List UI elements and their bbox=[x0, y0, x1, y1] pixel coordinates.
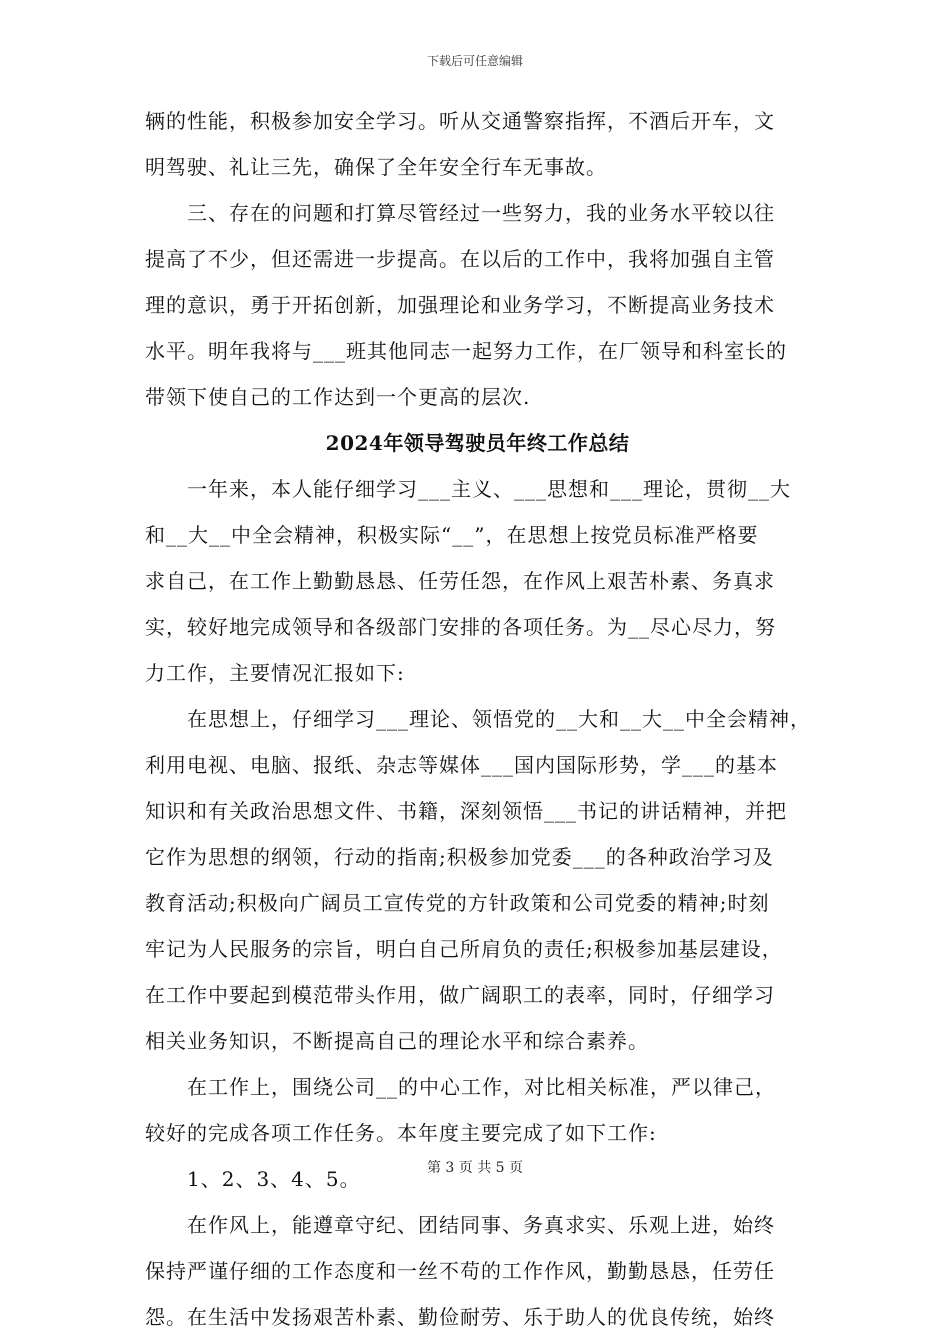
section-title: 2024年领导驾驶员年终工作总结 bbox=[325, 431, 630, 455]
page-footer: 第 3 页 共 5 页 bbox=[426, 1160, 524, 1176]
text-line: 在作风上，能遵章守纪、团结同事、务真求实、乐观上进，始终 bbox=[187, 1213, 775, 1237]
text-line: 和__大__中全会精神，积极实际“__”，在思想上按党员标准严格要 bbox=[145, 523, 759, 547]
text-line: 教育活动;积极向广阔员工宣传党的方针政策和公司党委的精神;时刻 bbox=[145, 891, 770, 915]
text-line: 利用电视、电脑、报纸、杂志等媒体___国内国际形势，学___的基本 bbox=[145, 753, 778, 777]
text-line: 一年来，本人能仔细学习___主义、___思想和___理论，贯彻__大 bbox=[187, 477, 791, 501]
text-line: 理的意识，勇于开拓创新，加强理论和业务学习，不断提高业务技术 bbox=[145, 293, 775, 317]
text-line: 求自己，在工作上勤勤恳恳、任劳任怨，在作风上艰苦朴素、务真求 bbox=[145, 569, 775, 593]
text-line: 牢记为人民服务的宗旨，明白自己所肩负的责任;积极参加基层建设， bbox=[145, 937, 783, 961]
text-line: 明驾驶、礼让三先，确保了全年安全行车无事故。 bbox=[145, 155, 607, 179]
text-line: 在思想上，仔细学习___理论、领悟党的__大和__大__中全会精神， bbox=[187, 707, 811, 731]
text-line: 辆的性能，积极参加安全学习。听从交通警察指挥，不酒后开车，文 bbox=[145, 109, 775, 133]
text-line: 三、存在的问题和打算尽管经过一些努力，我的业务水平较以往 bbox=[187, 201, 775, 225]
text-line: 力工作，主要情况汇报如下: bbox=[145, 661, 405, 685]
text-line: 1、2、3、4、5。 bbox=[187, 1167, 361, 1191]
text-line: 保持严谨仔细的工作态度和一丝不苟的工作作风，勤勤恳恳，任劳任 bbox=[145, 1259, 775, 1283]
text-line: 实，较好地完成领导和各级部门安排的各项任务。为__尽心尽力，努 bbox=[145, 615, 776, 639]
text-line: 相关业务知识，不断提高自己的理论水平和综合素养。 bbox=[145, 1029, 649, 1053]
text-line: 提高了不少，但还需进一步提高。在以后的工作中，我将加强自主管 bbox=[145, 247, 775, 271]
text-line: 较好的完成各项工作任务。本年度主要完成了如下工作: bbox=[145, 1121, 657, 1145]
text-line: 水平。明年我将与___班其他同志一起努力工作，在厂领导和科室长的 bbox=[145, 339, 787, 363]
text-line: 在工作中要起到模范带头作用，做广阔职工的表率，同时，仔细学习 bbox=[145, 983, 775, 1007]
text-line: 它作为思想的纲领，行动的指南;积极参加党委___的各种政治学习及 bbox=[145, 845, 774, 869]
document-body bbox=[145, 98, 810, 1340]
text-line: 怨。在生活中发扬艰苦朴素、勤俭耐劳、乐于助人的优良传统，始终 bbox=[145, 1305, 775, 1329]
text-line: 知识和有关政治思想文件、书籍，深刻领悟___书记的讲话精神，并把 bbox=[145, 799, 787, 823]
text-line: 在工作上，围绕公司__的中心工作，对比相关标准，严以律己， bbox=[187, 1075, 776, 1099]
page-header: 下载后可任意编辑 bbox=[426, 54, 523, 68]
text-line: 带领下使自己的工作达到一个更高的层次. bbox=[145, 385, 531, 409]
